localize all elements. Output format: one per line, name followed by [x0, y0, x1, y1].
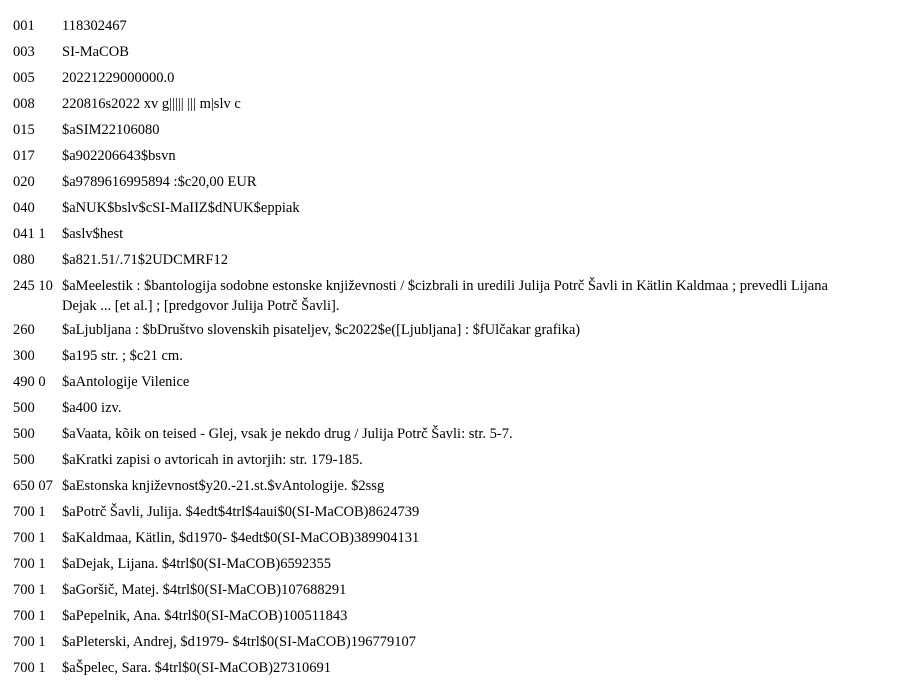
field-value: $aPepelnik, Ana. $4trl$0(SI-MaCOB)100511843: [62, 608, 348, 624]
field-tag: 700 1: [13, 504, 46, 520]
field-value: $aDejak, Lijana. $4trl$0(SI-MaCOB)6592355: [62, 556, 332, 572]
field-row-700: [13, 580, 900, 603]
field-row-015: [13, 120, 900, 143]
field-value: $aAntologije Vilenice: [62, 374, 190, 390]
field-tag: 500: [13, 426, 35, 442]
field-value: 20221229000000.0: [62, 70, 175, 86]
field-row-700: [13, 502, 900, 525]
field-tag: 245 10: [13, 278, 53, 294]
field-row-001: [13, 16, 900, 39]
field-value: SI-MaCOB: [62, 44, 129, 60]
field-tag: 500: [13, 452, 35, 468]
field-value: $a902206643$bsvn: [62, 148, 176, 164]
field-value: $aPleterski, Andrej, $d1979- $4trl$0(SI-MaCOB)196779107: [62, 634, 417, 650]
field-row-008: [13, 94, 900, 117]
field-row-490: [13, 372, 900, 395]
field-tag: 003: [13, 44, 35, 60]
field-value: $a821.51/.71$2UDCMRF12: [62, 252, 228, 268]
field-row-041: [13, 224, 900, 247]
field-value: $aMeelestik : $bantologija sodobne estonske književnosti / $cizbrali in uredili Julija Potrč Šavli in Kätlin Kaldmaa ; prevedli Lijana Dejak ... [et al.] ; [predgovor Julija Potrč Šavli].: [62, 278, 828, 314]
field-tag: 041 1: [13, 226, 46, 242]
field-value: $a9789616995894 :$c20,00 EUR: [62, 174, 257, 190]
field-tag: 005: [13, 70, 35, 86]
field-tag: 500: [13, 400, 35, 416]
field-value: $a195 str. ; $c21 cm.: [62, 348, 183, 364]
field-row-700: [13, 632, 900, 655]
field-row-017: [13, 146, 900, 169]
field-tag: 700 1: [13, 634, 46, 650]
field-row-245: [13, 276, 900, 319]
field-tag: 700 1: [13, 608, 46, 624]
field-tag: 490 0: [13, 374, 46, 390]
field-row-500: [13, 424, 900, 447]
field-value: $aLjubljana : $bDruštvo slovenskih pisateljev, $c2022$e([Ljubljana] : $fUlčakar grafika): [62, 322, 581, 338]
field-value: 220816s2022 xv g||||| ||| m|slv c: [62, 96, 241, 112]
field-value: $aGoršič, Matej. $4trl$0(SI-MaCOB)107688291: [62, 582, 347, 598]
field-tag: 300: [13, 348, 35, 364]
field-row-700: [13, 528, 900, 551]
field-tag: 700 1: [13, 530, 46, 546]
field-tag: 008: [13, 96, 35, 112]
field-value: 118302467: [62, 18, 127, 34]
field-value: $aslv$hest: [62, 226, 124, 242]
field-row-700: [13, 554, 900, 577]
field-row-300: [13, 346, 900, 369]
field-row-650: [13, 476, 900, 499]
field-tag: 020: [13, 174, 35, 190]
field-row-500: [13, 398, 900, 421]
field-row-260: [13, 320, 900, 343]
field-tag: 080: [13, 252, 35, 268]
field-tag: 700 1: [13, 660, 46, 676]
field-tag: 260: [13, 322, 35, 338]
field-tag: 700 1: [13, 582, 46, 598]
field-tag: 700 1: [13, 556, 46, 572]
field-tag: 015: [13, 122, 35, 138]
field-row-020: [13, 172, 900, 195]
field-row-500: [13, 450, 900, 473]
field-row-005: [13, 68, 900, 91]
field-row-700: [13, 658, 900, 681]
field-value: $aNUK$bslv$cSI-MaIIZ$dNUK$eppiak: [62, 200, 300, 216]
field-tag: 001: [13, 18, 35, 34]
field-value: $aSIM22106080: [62, 122, 160, 138]
field-row-080: [13, 250, 900, 273]
field-tag: 650 07: [13, 478, 53, 494]
field-value: $aKratki zapisi o avtoricah in avtorjih: str. 179-185.: [62, 452, 363, 468]
field-row-003: [13, 42, 900, 65]
field-value: $aPotrč Šavli, Julija. $4edt$4trl$4aui$0(SI-MaCOB)8624739: [62, 504, 420, 520]
field-value: $aŠpelec, Sara. $4trl$0(SI-MaCOB)27310691: [62, 660, 332, 676]
field-value: $aEstonska književnost$y20.-21.st.$vAntologije. $2ssg: [62, 478, 385, 494]
field-tag: 017: [13, 148, 35, 164]
field-value: $a400 izv.: [62, 400, 122, 416]
field-tag: 040: [13, 200, 35, 216]
field-value: $aKaldmaa, Kätlin, $d1970- $4edt$0(SI-MaCOB)389904131: [62, 530, 420, 546]
field-value: $aVaata, kõik on teised - Glej, vsak je nekdo drug / Julija Potrč Šavli: str. 5-7.: [62, 426, 513, 442]
field-row-040: [13, 198, 900, 221]
